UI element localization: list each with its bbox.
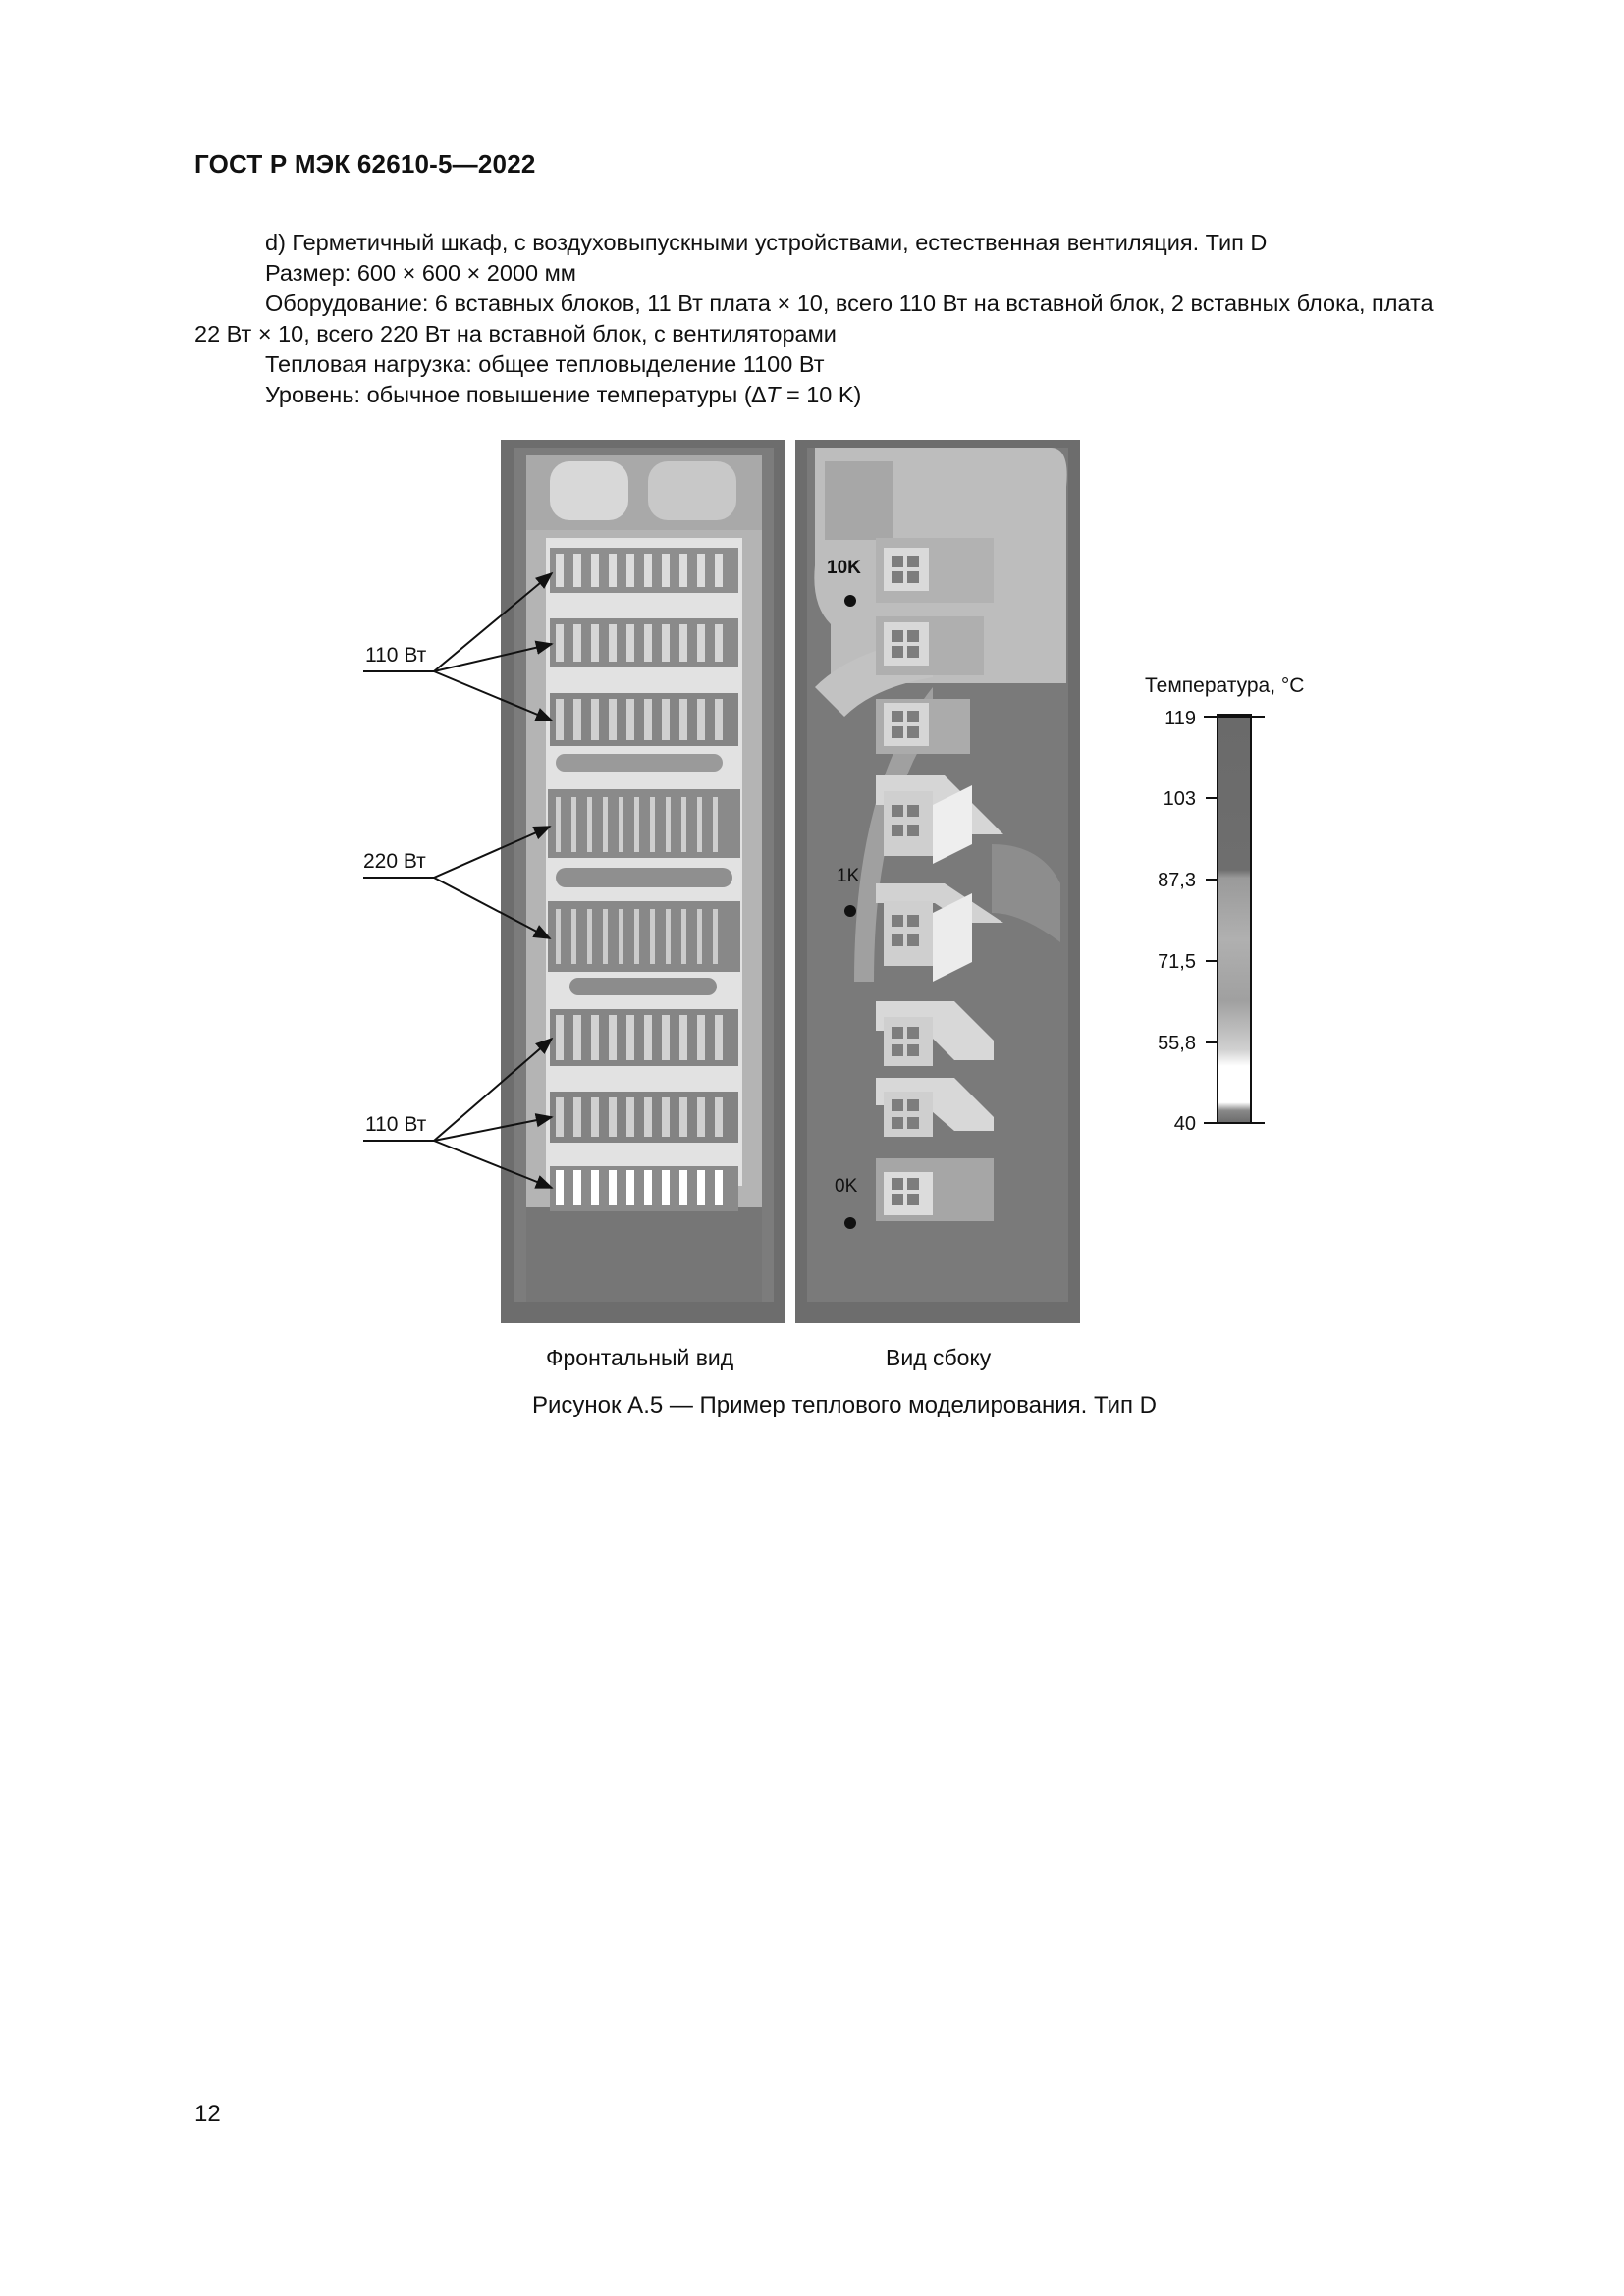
side-view-caption: Вид сбоку	[886, 1345, 992, 1370]
probe-label-10k: 10K	[827, 558, 861, 578]
scale-title: Температура, °C	[1145, 674, 1305, 697]
power-label-110w-top: 110 Вт	[365, 644, 427, 667]
scale-tick-40: 40	[1173, 1113, 1196, 1135]
figure-caption: Рисунок А.5 — Пример теплового моделирования. Тип D	[532, 1392, 1157, 1418]
scale-tick-55-8: 55,8	[1158, 1033, 1196, 1054]
line6-text: Уровень: обычное повышение температуры (	[265, 382, 752, 407]
scale-tick-103: 103	[1163, 788, 1196, 810]
delta-symbol: ∆	[751, 382, 767, 407]
front-view-caption: Фронтальный вид	[546, 1345, 734, 1370]
page-number: 12	[194, 2101, 221, 2127]
probe-label-1k: 1K	[837, 866, 860, 886]
probe-dot-10k	[844, 595, 856, 607]
probe-dot-0k	[844, 1217, 856, 1229]
power-label-220w: 220 Вт	[363, 850, 426, 873]
front-view-image	[501, 440, 785, 1323]
temperature-scale	[1145, 674, 1304, 1135]
paragraph-line-1: d) Герметичный шкаф, с воздуховыпускными устройствами, естественная вентиляция. Тип D	[265, 230, 1268, 255]
probe-label-0k: 0K	[835, 1176, 858, 1197]
probe-dot-1k	[844, 905, 856, 917]
scale-tick-87-3: 87,3	[1158, 870, 1196, 891]
paragraph-line-2: Размер: 600 × 600 × 2000 мм	[265, 260, 576, 286]
scale-tick-119: 119	[1164, 708, 1196, 729]
document-header: ГОСТ Р МЭК 62610-5—2022	[194, 149, 536, 179]
paragraph-line-5: Тепловая нагрузка: общее тепловыделение 1100 Вт	[265, 351, 825, 377]
paragraph-line-4: 22 Вт × 10, всего 220 Вт на вставной блок, с вентиляторами	[194, 321, 837, 347]
side-view-image	[795, 440, 1080, 1323]
t-symbol: T	[766, 382, 781, 407]
line6-text-end: = 10 K)	[780, 382, 862, 407]
scale-tick-71-5: 71,5	[1158, 951, 1196, 973]
power-label-110w-bottom: 110 Вт	[365, 1113, 427, 1136]
paragraph-line-3: Оборудование: 6 вставных блоков, 11 Вт плата × 10, всего 110 Вт на вставной блок, 2 вставных блока, плата	[265, 291, 1434, 316]
